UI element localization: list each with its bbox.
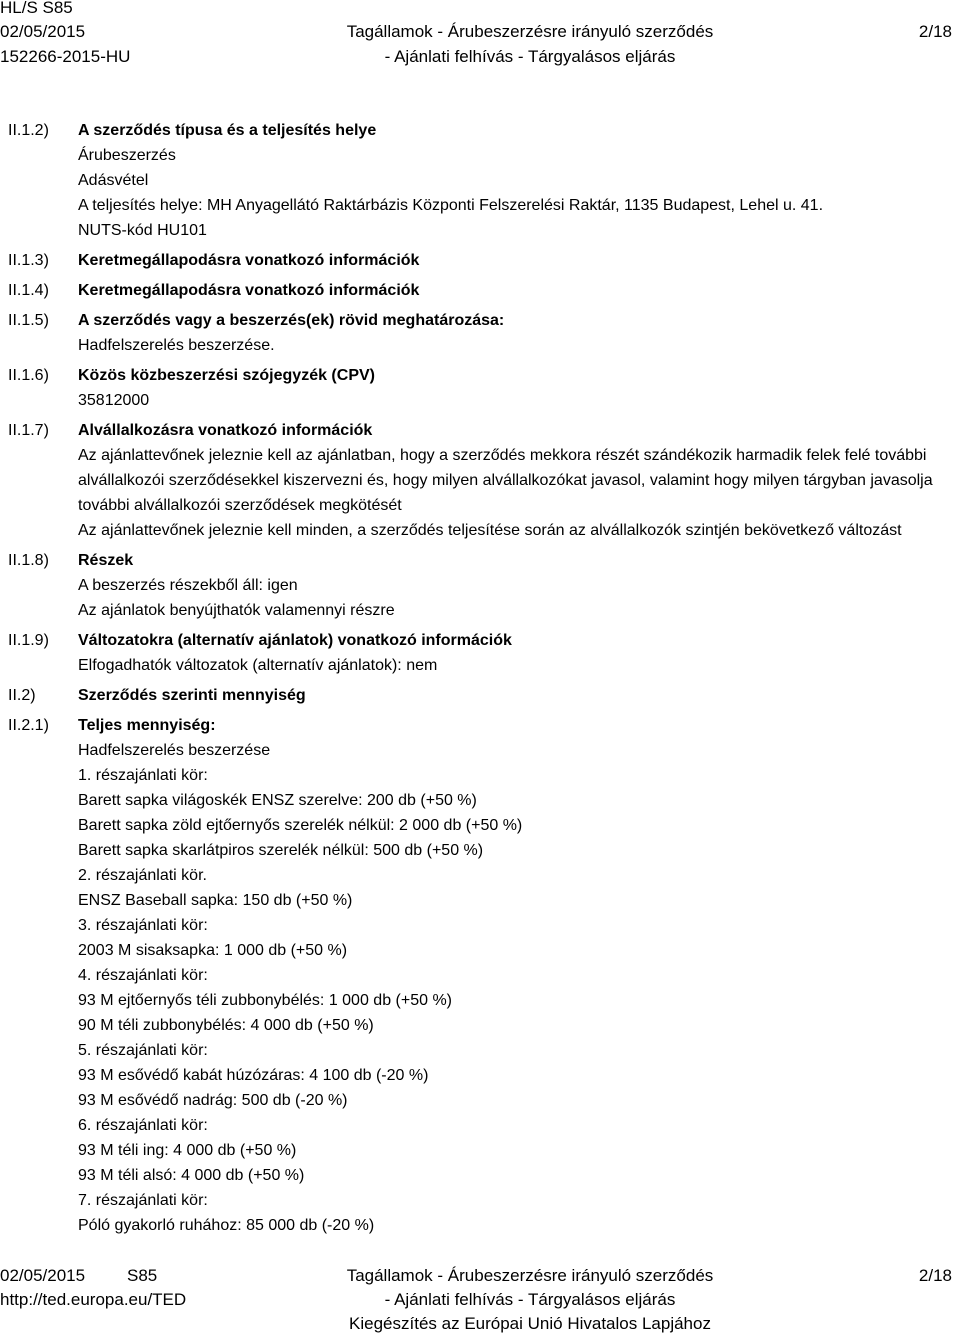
section-line: Barett sapka zöld ejtőernyős szerelék nélkül: 2 000 db (+50 %)	[78, 817, 523, 834]
section-number: II.1.7)	[8, 422, 49, 439]
section-line: Árubeszerzés	[78, 147, 176, 164]
section-line: 93 M esővédő kabát húzózáras: 4 100 db (-20 %)	[78, 1067, 429, 1084]
section-line: 3. részajánlati kör:	[78, 917, 208, 934]
section-heading: Szerződés szerinti mennyiség	[78, 687, 306, 704]
footer-series: S85	[127, 1266, 158, 1285]
section	[0, 308, 960, 358]
section-line: 93 M téli ing: 4 000 db (+50 %)	[78, 1142, 297, 1159]
section	[0, 248, 960, 273]
header-title-line2: - Ajánlati felhívás - Tárgyalásos eljárás	[384, 47, 676, 66]
section-number: II.1.5)	[8, 312, 49, 329]
section	[0, 683, 960, 708]
section-line: Barett sapka skarlátpiros szerelék nélkül: 500 db (+50 %)	[78, 842, 484, 859]
section-heading: A szerződés típusa és a teljesítés helye	[78, 122, 377, 139]
section	[0, 118, 960, 243]
section-line: 7. részajánlati kör:	[78, 1192, 208, 1209]
section-heading: A szerződés vagy a beszerzés(ek) rövid meghatározása:	[78, 312, 505, 329]
section-line: 35812000	[78, 392, 150, 409]
section-line: Póló gyakorló ruhához: 85 000 db (-20 %)	[78, 1217, 375, 1234]
section-line: 93 M ejtőernyős téli zubbonybélés: 1 000 db (+50 %)	[78, 992, 453, 1009]
section-heading: Keretmegállapodásra vonatkozó információk	[78, 252, 420, 269]
section-line: 5. részajánlati kör:	[78, 1042, 208, 1059]
header-notice-id: 152266-2015-HU	[0, 47, 131, 66]
section-line: Az ajánlatok benyújthatók valamennyi részre	[78, 602, 395, 619]
section-heading: Alvállalkozásra vonatkozó információk	[78, 422, 373, 439]
section-content	[78, 308, 958, 358]
section-line: 2003 M sisaksapka: 1 000 db (+50 %)	[78, 942, 348, 959]
section-line: Barett sapka világoskék ENSZ szerelve: 200 db (+50 %)	[78, 792, 477, 809]
section-line: Az ajánlattevőnek jeleznie kell az ajánlatban, hogy a szerződés mekkora részét szándékozik harmadik felek felé további alvállalkozói szerződésekkel kiszervezni és, hogy milyen alvállalkozókat javasol, valamint hogy milyen tárgyban javasolja további alvállalkozói szerződések megkötését	[78, 447, 933, 514]
section	[0, 713, 960, 1238]
section-content	[78, 713, 958, 1238]
section-line: 93 M téli alsó: 4 000 db (+50 %)	[78, 1167, 305, 1184]
section-spacer	[0, 1238, 960, 1243]
section	[0, 548, 960, 623]
section-heading: Közös közbeszerzési szójegyzék (CPV)	[78, 367, 375, 384]
section-line: 6. részajánlati kör:	[78, 1117, 208, 1134]
page-header	[0, 0, 960, 74]
section-line: 90 M téli zubbonybélés: 4 000 db (+50 %)	[78, 1017, 374, 1034]
section-heading: Részek	[78, 552, 134, 569]
footer-page-number: 2/18	[918, 1266, 952, 1285]
section	[0, 278, 960, 303]
section-number: II.2)	[8, 687, 36, 704]
section-line: 93 M esővédő nadrág: 500 db (-20 %)	[78, 1092, 348, 1109]
section-line: A teljesítés helye: MH Anyagellátó Raktárbázis Központi Felszerelési Raktár, 1135 Budapest, Lehel u. 41.	[78, 197, 824, 214]
footer-title-line2: - Ajánlati felhívás - Tárgyalásos eljárás	[384, 1290, 676, 1309]
footer-link[interactable]: http://ted.europa.eu/TED	[0, 1290, 187, 1309]
section-line: 1. részajánlati kör:	[78, 767, 208, 784]
section	[0, 418, 960, 543]
header-date: 02/05/2015	[0, 22, 86, 41]
section-content	[78, 683, 958, 708]
section-line: 2. részajánlati kör.	[78, 867, 207, 884]
section-number: II.1.2)	[8, 122, 49, 139]
section-line: NUTS-kód HU101	[78, 222, 207, 239]
section-content	[78, 418, 958, 543]
section-content	[78, 363, 958, 413]
header-title-line1: Tagállamok - Árubeszerzésre irányuló szerződés	[346, 22, 714, 41]
section-line: Hadfelszerelés beszerzése	[78, 742, 271, 759]
page-footer	[0, 1262, 960, 1334]
document-body	[0, 118, 960, 1243]
section-heading: Keretmegállapodásra vonatkozó információk	[78, 282, 420, 299]
header-doc-code: HL/S S85	[0, 0, 73, 17]
section-content	[78, 248, 958, 273]
footer-title-line3: Kiegészítés az Európai Unió Hivatalos Lapjához	[349, 1314, 711, 1333]
section-line: ENSZ Baseball sapka: 150 db (+50 %)	[78, 892, 353, 909]
section-heading: Változatokra (alternatív ajánlatok) vonatkozó információk	[78, 632, 512, 649]
section	[0, 363, 960, 413]
section-content	[78, 118, 958, 243]
section-content	[78, 548, 958, 623]
section-content	[78, 278, 958, 303]
footer-date: 02/05/2015	[0, 1266, 86, 1285]
section-number: II.1.3)	[8, 252, 49, 269]
section-heading: Teljes mennyiség:	[78, 717, 216, 734]
section-number: II.1.9)	[8, 632, 49, 649]
section-number: II.2.1)	[8, 717, 49, 734]
header-page-number: 2/18	[918, 22, 952, 41]
section-line: Adásvétel	[78, 172, 149, 189]
section-number: II.1.6)	[8, 367, 49, 384]
section-line: Elfogadhatók változatok (alternatív ajánlatok): nem	[78, 657, 438, 674]
section-number: II.1.4)	[8, 282, 49, 299]
footer-title-line1: Tagállamok - Árubeszerzésre irányuló szerződés	[346, 1266, 714, 1285]
section-line: A beszerzés részekből áll: igen	[78, 577, 298, 594]
section-number: II.1.8)	[8, 552, 49, 569]
section	[0, 628, 960, 678]
section-line: Hadfelszerelés beszerzése.	[78, 337, 275, 354]
section-line: 4. részajánlati kör:	[78, 967, 208, 984]
section-line: Az ajánlattevőnek jeleznie kell minden, a szerződés teljesítése során az alvállalkozók szintjén bekövetkező változást	[78, 522, 902, 539]
section-content	[78, 628, 958, 678]
